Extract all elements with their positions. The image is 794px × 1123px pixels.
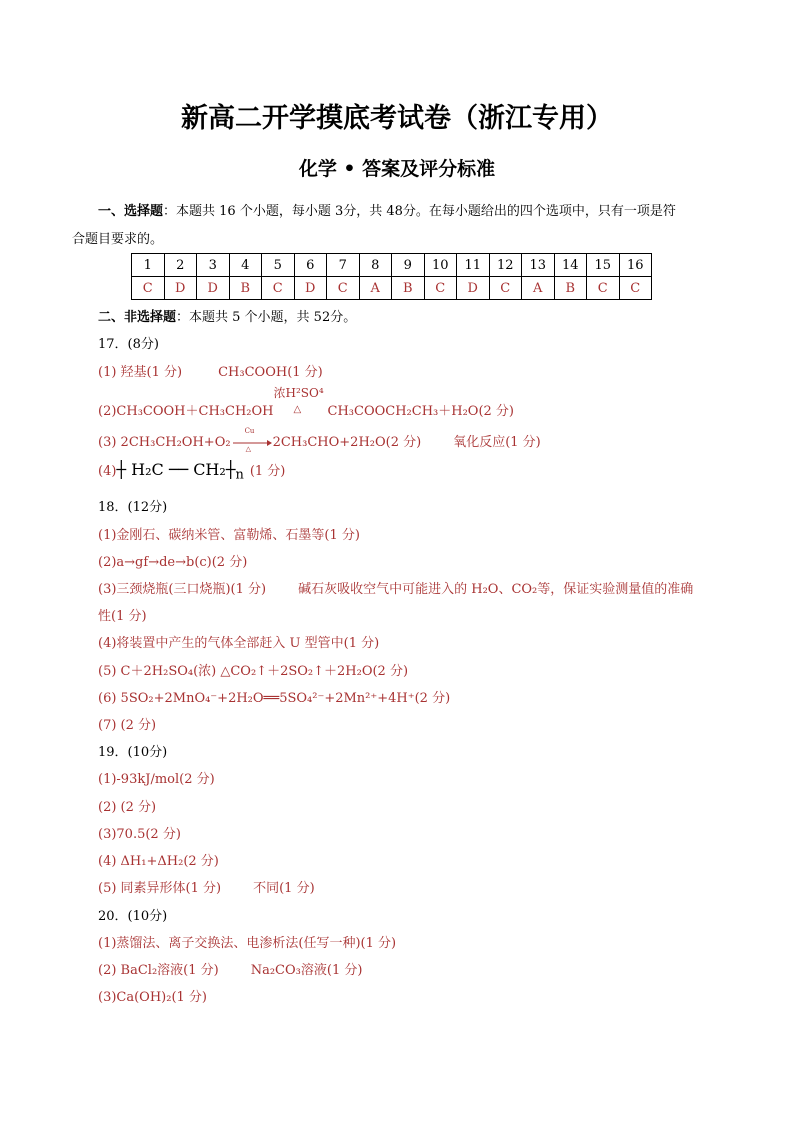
q17-line2 [98,386,515,420]
q17-l3-b: 氧化反应(1 分) [453,435,541,450]
q17-l2-condition [273,386,328,420]
q18-line2: (2)a→gf→de→b(c)(2 分) [98,555,248,570]
answer-table-answer-row [132,277,652,300]
q20-l2-a: (2) BaCl₂溶液(1 分) [98,963,219,978]
answer-table-answer-cell: D [294,277,327,300]
q17-l2-bottom: △ [293,404,302,415]
answer-table-number-cell: 12 [489,254,522,277]
q19-l5-a: (5) 同素异形体(1 分) [98,881,222,896]
answer-table-number-cell: 15 [587,254,620,277]
q17-l4-num: (4) [98,464,117,479]
q17-l1-b: CH₃COOH(1 分) [218,365,323,380]
q17-l2-top: 浓H²SO⁴ [273,386,324,400]
answer-table-number-cell: 14 [554,254,587,277]
answer-table-answer-cell: D [457,277,490,300]
answer-table-answer-cell: C [619,277,652,300]
q17-l2-left: (2)CH₃COOH＋CH₃CH₂OH [98,403,274,419]
answer-table-answer-cell: B [554,277,587,300]
answer-table-number-cell: 16 [619,254,652,277]
page-title: 新高二开学摸底考试卷（浙江专用） [181,103,613,134]
answer-table-answer-cell: C [327,277,360,300]
answer-table-number-cell: 3 [197,254,230,277]
q17-l3-left: (3) 2CH₃CH₂OH+O₂ [98,435,231,450]
q19-line5 [98,877,315,896]
answer-table-answer-cell: C [587,277,620,300]
q18-line7: (7) (2 分) [98,718,157,733]
q17-l4-n: n [235,467,244,483]
answer-table-number-cell: 9 [392,254,425,277]
q19-label: 19．(10分) [98,745,168,760]
q19-line4: (4) ΔH₁+ΔH₂(2 分) [98,854,219,869]
answer-table-number-cell: 10 [424,254,457,277]
reaction-arrow-icon [231,439,273,447]
answer-table-answer-cell: C [489,277,522,300]
q18-line3-cont: 性(1 分) [98,609,147,624]
section2-text: ：本题共 5 个小题，共 52分。 [176,310,357,325]
answer-table-answer-cell: D [164,277,197,300]
q18-line6: (6) 5SO₂+2MnO₄⁻+2H₂O══5SO₄²⁻+2Mn²⁺+4H⁺(2 分) [98,691,451,706]
q17-line1 [98,361,323,380]
answer-table-number-cell: 1 [132,254,165,277]
answer-table-number-cell: 7 [327,254,360,277]
q17-l3-arrow [231,426,273,453]
answer-table-answer-cell: B [392,277,425,300]
q17-l4-polymer: ┼ H₂C ── CH₂┼ [116,460,236,479]
answer-table-number-cell: 8 [359,254,392,277]
q17-line4 [98,460,285,483]
answer-table-number-cell: 6 [294,254,327,277]
q19-l5-b: 不同(1 分) [253,881,315,896]
q18-line4: (4)将装置中产生的气体全部赶入 U 型管中(1 分) [98,636,380,651]
q17-label: 17．(8分) [98,337,159,352]
q19-line2: (2) (2 分) [98,800,157,815]
q18-line1: (1)金刚石、碳纳米管、富勒烯、石墨等(1 分) [98,528,360,543]
q20-l2-b: Na₂CO₃溶液(1 分) [250,963,363,978]
answer-table-answer-cell: C [424,277,457,300]
section1-line [98,200,676,219]
answer-table-number-row [132,254,652,277]
q18-l3-a: (3)三颈烧瓶(三口烧瓶)(1 分) [98,582,267,597]
answer-table-answer-cell: B [229,277,262,300]
q18-line3 [98,578,693,597]
section1-heading: 一、选择题 [98,204,164,219]
answer-table-number-cell: 13 [522,254,555,277]
q18-label: 18．(12分) [98,500,168,515]
page-subtitle: 化学 • 答案及评分标准 [298,158,496,180]
answer-table-number-cell: 11 [457,254,490,277]
answer-table-number-cell: 5 [262,254,295,277]
q19-line3: (3)70.5(2 分) [98,827,181,842]
section1-text-cont: 合题目要求的。 [72,232,164,247]
section1-text: ：本题共 16 个小题，每小题 3分，共 48分。在每小题给出的四个选项中，只有一项是符 [163,204,676,219]
q20-line3: (3)Ca(OH)₂(1 分) [98,990,208,1005]
q20-line1: (1)蒸馏法、离子交换法、电渗析法(任写一种)(1 分) [98,936,397,951]
answer-table-number-cell: 4 [229,254,262,277]
answer-table-number-cell: 2 [164,254,197,277]
answer-table-answer-cell: D [197,277,230,300]
q19-line1: (1)-93kJ/mol(2 分) [98,772,215,787]
section2-line [98,306,356,325]
q17-l3-bottom: △ [245,444,251,453]
q18-l3-b: 碱石灰吸收空气中可能进入的 H₂O、CO₂等，保证实验测量值的准确 [298,582,694,597]
q20-label: 20．(10分) [98,909,168,924]
answer-table-answer-cell: A [359,277,392,300]
answer-table [131,253,652,300]
q18-line5: (5) C＋2H₂SO₄(浓) △CO₂↑＋2SO₂↑＋2H₂O(2 分) [98,664,409,679]
q20-line2 [98,959,362,978]
q17-l2-right: CH₃COOCH₂CH₃＋H₂O(2 分) [327,403,515,419]
q17-l4-score: (1 分) [249,464,286,479]
answer-table-answer-cell: C [262,277,295,300]
q17-l1-a: (1) 羟基(1 分) [98,365,183,380]
q17-l3-right: 2CH₃CHO+2H₂O(2 分) [272,435,422,450]
answer-table-answer-cell: C [132,277,165,300]
q17-line3 [98,426,541,453]
section2-heading: 二、非选择题 [98,310,177,325]
answer-table-answer-cell: A [522,277,555,300]
q17-l3-top: Cu [244,426,255,435]
